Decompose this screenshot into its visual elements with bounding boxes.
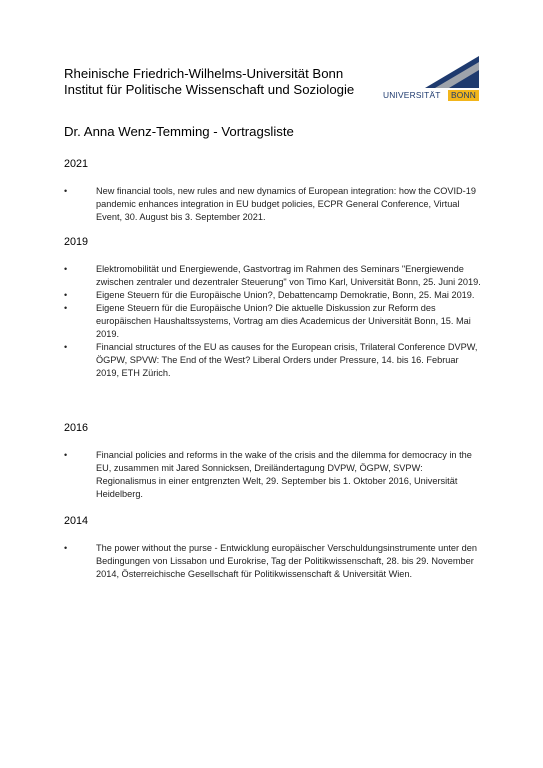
year-heading: 2019	[64, 236, 89, 248]
talk-bullet-list	[64, 449, 484, 501]
list-item: • Eigene Steuern für die Europäische Union? Die aktuelle Diskussion zur Reform des europäischen Haushaltssystems, Vortrag am dies Academicus der Universität Bonn, 15. Mai 2019.	[64, 302, 484, 341]
list-item: • Eigene Steuern für die Europäische Union?, Debattencamp Demokratie, Bonn, 25. Mai 2019.	[64, 289, 484, 302]
year-heading: 2021	[64, 158, 89, 170]
year-section-2014	[64, 515, 484, 581]
year-section-2021	[64, 158, 484, 224]
year-heading: 2016	[64, 422, 89, 434]
list-item: • New financial tools, new rules and new dynamics of European integration: how the COVID-19 pandemic enhances integration in EU budget policies, ECPR General Conference, Virtual Event, 30. August bis 3. September 2021.	[64, 185, 484, 224]
talk-bullet-list	[64, 542, 484, 581]
list-item: • Financial structures of the EU as causes for the European crisis, Trilateral Conference DVPW, ÖGPW, SPVW: The End of the West? Liberal Orders under Pressure, 14. bis 16. Februar 2019, ETH Zürich.	[64, 341, 484, 380]
list-item: • Financial policies and reforms in the wake of the crisis and the dilemma for democracy in the EU, zusammen mit Jared Sonnicksen, Dreiländertagung DVPW, ÖGPW, SVPW: Regionalismus in einer entgrenzten Welt, 29. September bis 1. Oktober 2016, Universität Heidelberg.	[64, 449, 484, 501]
university-name: Rheinische Friedrich-Wilhelms-Universität Bonn	[64, 66, 344, 81]
institute-name: Institut für Politische Wissenschaft und Soziologie	[64, 82, 355, 97]
year-section-2016	[64, 422, 484, 501]
talk-bullet-list	[64, 185, 484, 224]
document-title: Dr. Anna Wenz-Temming - Vortragsliste	[64, 124, 294, 139]
logo-wordmark	[382, 90, 479, 101]
logo-word-universitaet: UNIVERSITÄT	[383, 90, 441, 100]
list-item: • The power without the purse - Entwicklung europäischer Verschuldungsinstrumente unter den Bedingungen von Lissabon und Eurokrise, Tag der Politikwissenschaft, 28. bis 29. November 2014, Österreichische Gesellschaft für Politikwissenschaft & Universität Wien.	[64, 542, 484, 581]
university-logo	[382, 56, 479, 102]
logo-mark-icon	[425, 56, 479, 88]
logo-word-bonn: BONN	[448, 90, 479, 101]
year-heading: 2014	[64, 515, 89, 527]
year-section-2019	[64, 236, 484, 380]
talk-bullet-list	[64, 263, 484, 380]
list-item: • Elektromobilität und Energiewende, Gastvortrag im Rahmen des Seminars "Energiewende zwischen zentraler und dezentraler Steuerung" von Timo Karl, Universität Bonn, 25. Juni 2019.	[64, 263, 484, 289]
letterhead	[64, 66, 354, 98]
